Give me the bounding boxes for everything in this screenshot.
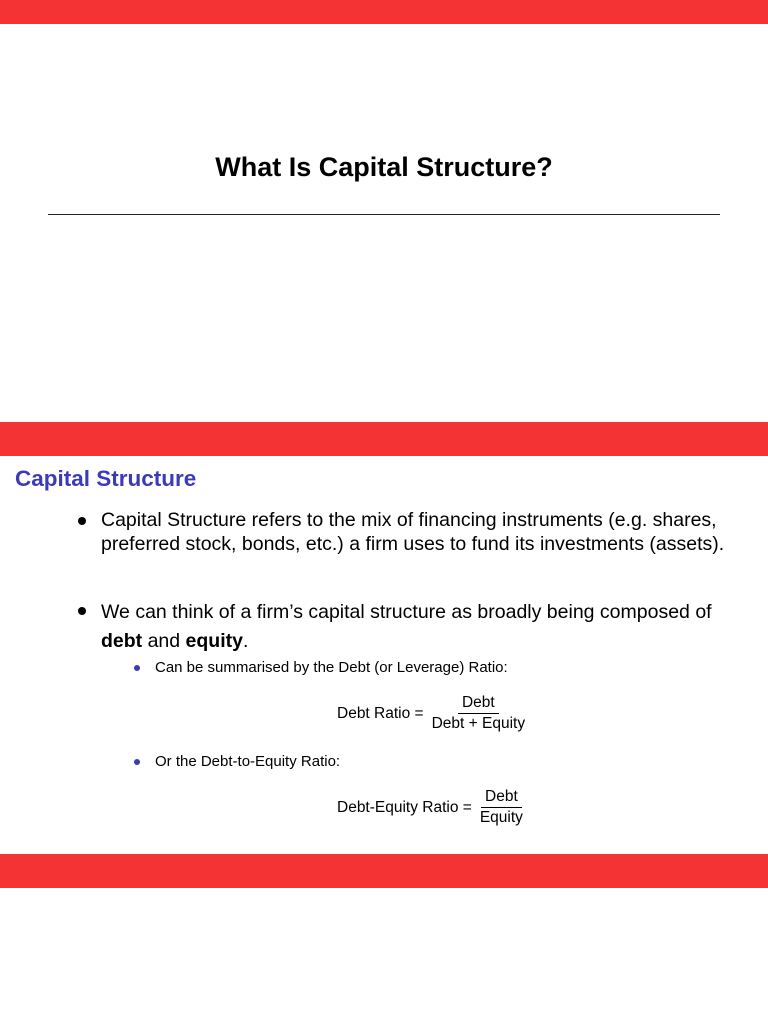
formula-denominator: Equity bbox=[479, 809, 523, 826]
sub-bullet-dot-icon bbox=[134, 665, 140, 671]
bullet-text: and bbox=[142, 630, 186, 652]
formula-fraction bbox=[476, 788, 527, 827]
term-equity: equity bbox=[185, 630, 243, 652]
sub-bullet-debt-ratio: Can be summarised by the Debt (or Leverage) Ratio: bbox=[155, 659, 508, 676]
slide-title: What Is Capital Structure? bbox=[215, 152, 553, 182]
title-divider bbox=[48, 214, 720, 215]
formula-numerator: Debt bbox=[481, 788, 522, 808]
top-red-bar bbox=[0, 0, 768, 24]
term-debt: debt bbox=[101, 630, 143, 652]
debt-equity-formula bbox=[337, 788, 527, 827]
formula-numerator: Debt bbox=[458, 694, 499, 714]
section-heading: Capital Structure bbox=[15, 466, 197, 491]
bullet-definition: Capital Structure refers to the mix of financing instruments (e.g. shares, preferred stock, bonds, etc.) a firm uses to fund its investments (assets). bbox=[101, 509, 725, 555]
bullet-dot-icon bbox=[78, 517, 86, 525]
middle-red-bar bbox=[0, 422, 768, 456]
bullet-text: We can think of a firm’s capital structure as broadly being composed of bbox=[101, 601, 712, 623]
bullet-dot-icon bbox=[78, 607, 86, 615]
debt-ratio-formula bbox=[337, 694, 529, 733]
sub-bullet-debt-equity: Or the Debt-to-Equity Ratio: bbox=[155, 753, 341, 770]
formula-lhs: Debt Ratio = bbox=[337, 704, 424, 722]
sub-bullet-dot-icon bbox=[134, 759, 140, 765]
bottom-red-bar bbox=[0, 854, 768, 888]
formula-lhs: Debt-Equity Ratio = bbox=[337, 798, 472, 816]
bullet-text: . bbox=[242, 630, 249, 652]
formula-denominator: Debt + Equity bbox=[431, 715, 526, 732]
formula-fraction bbox=[428, 694, 529, 733]
bullet-composition bbox=[101, 598, 741, 656]
